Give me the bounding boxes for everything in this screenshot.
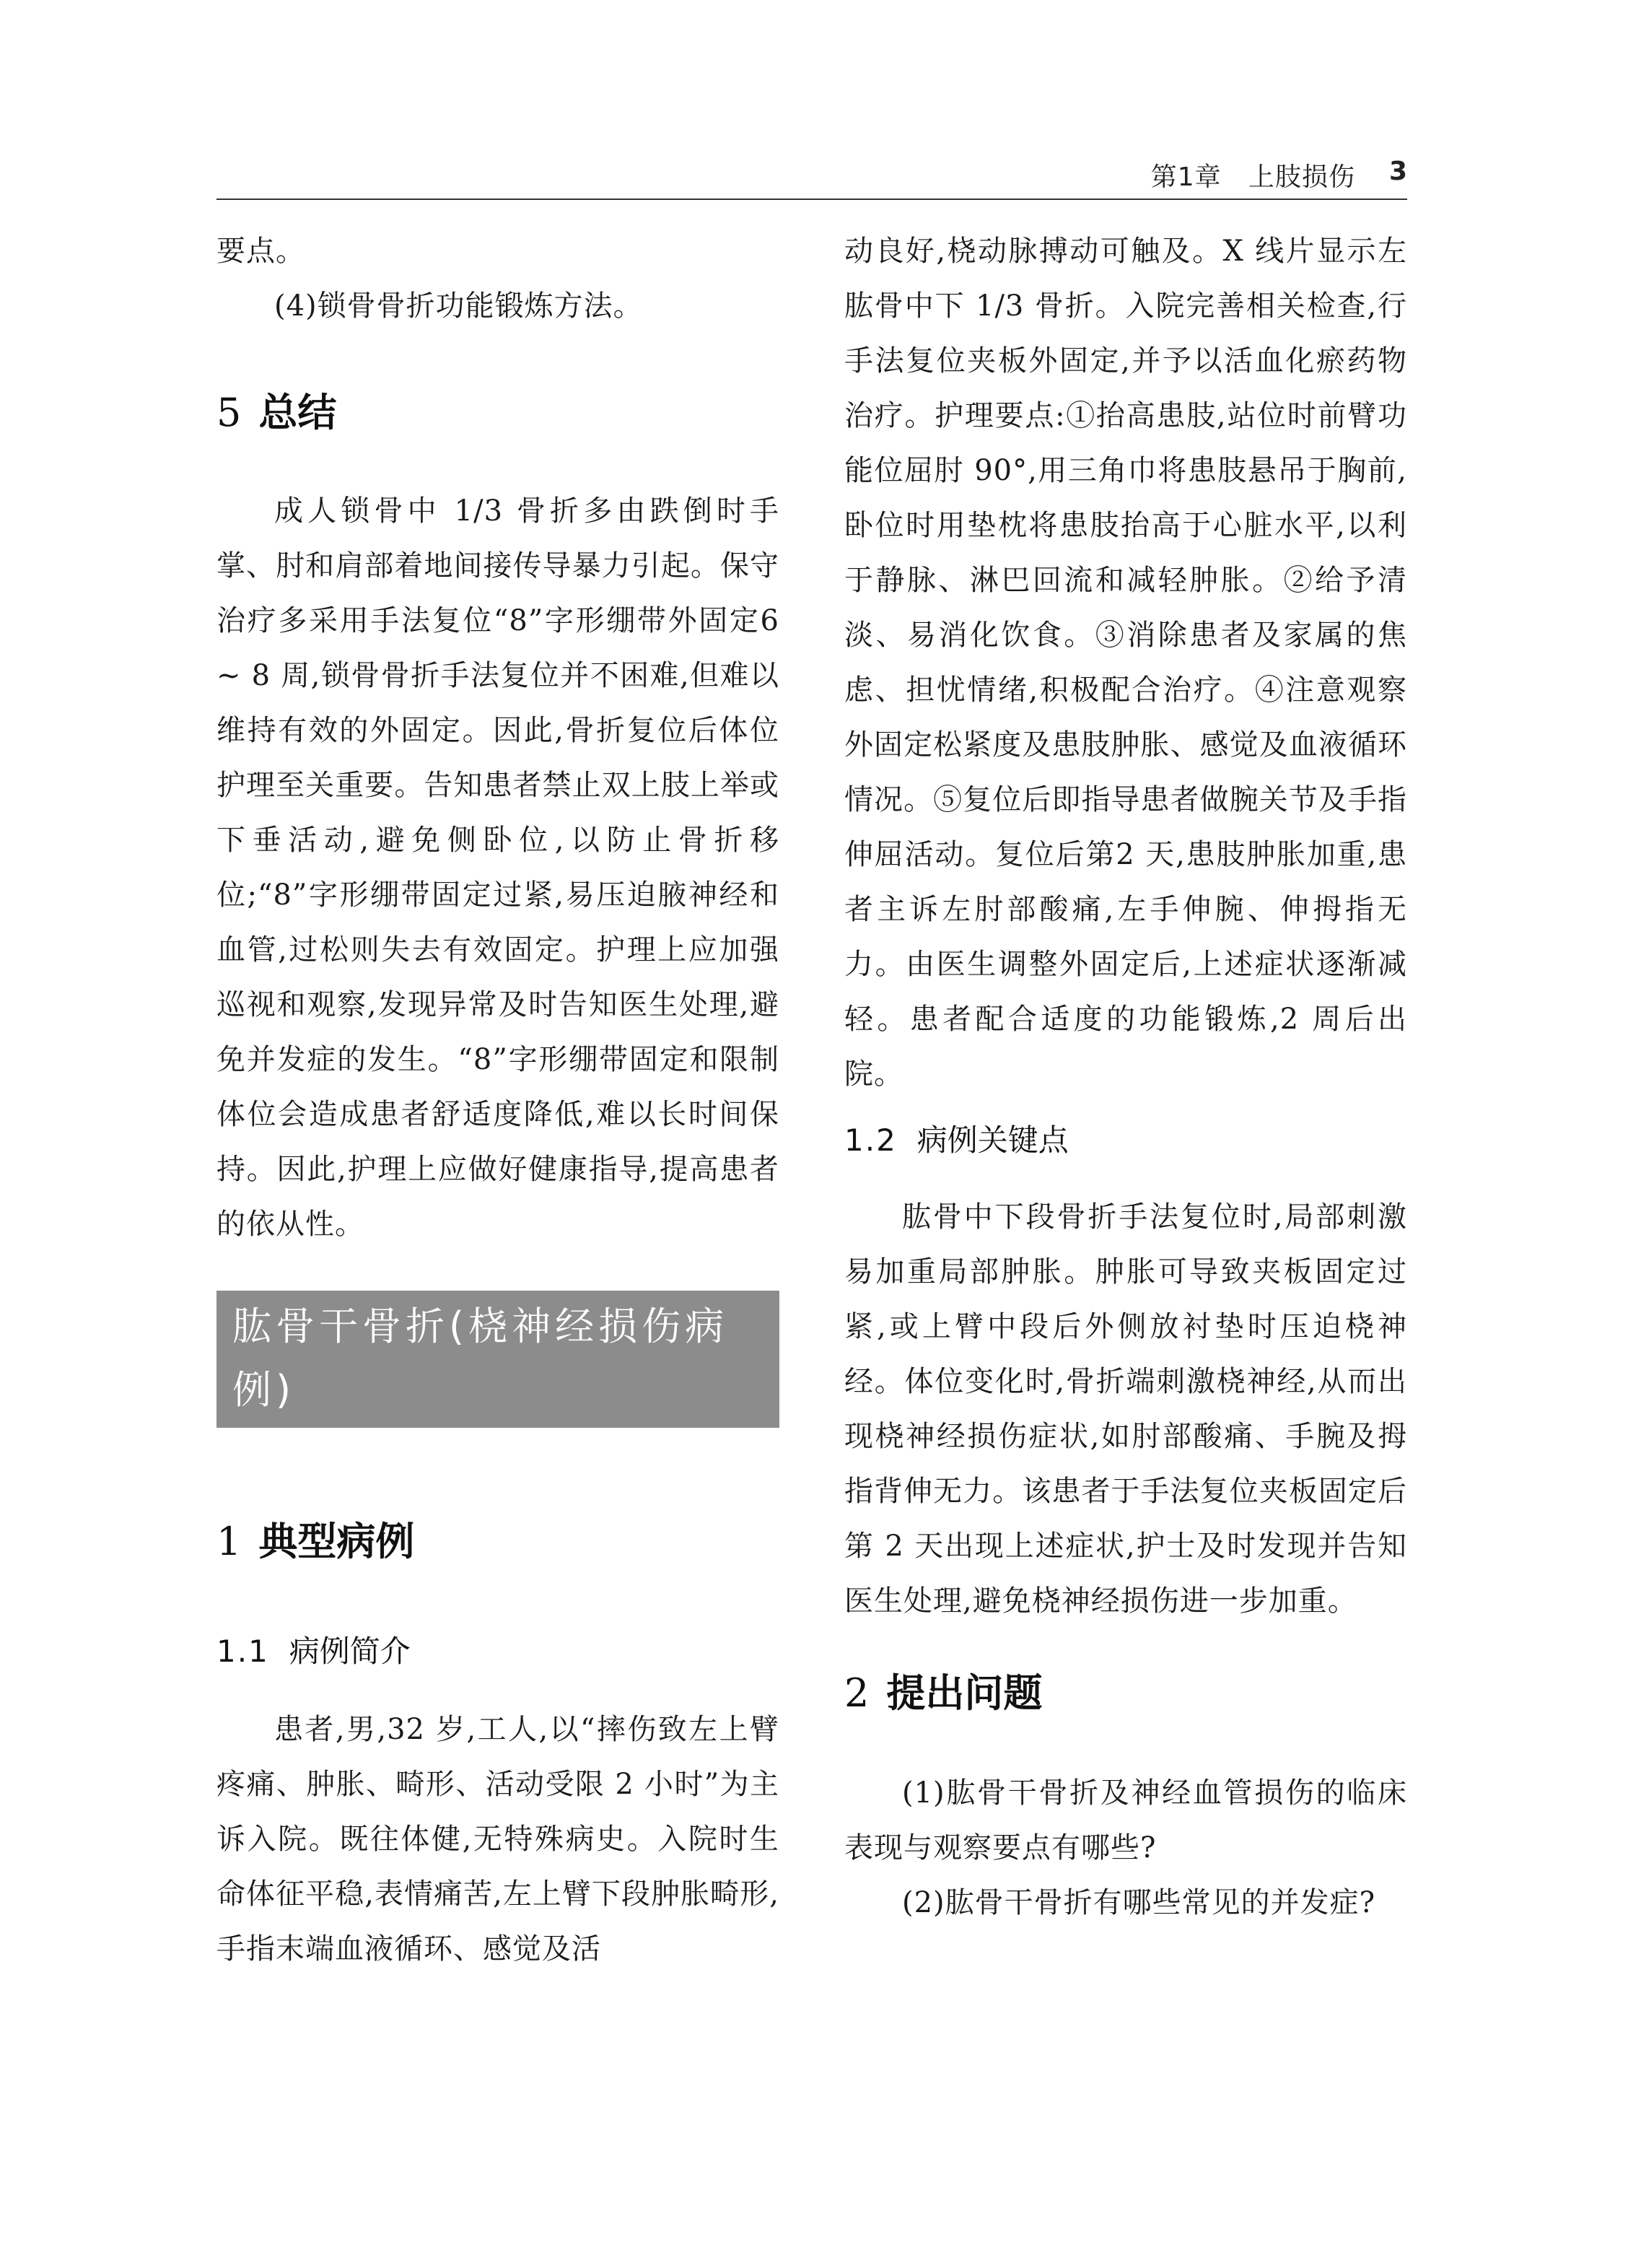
key-points-paragraph: 肱骨中下段骨折手法复位时,局部刺激易加重局部肿胀。肿胀可导致夹板固定过紧,或上臂中段后外侧放衬垫时压迫桡神经。体位变化时,骨折端刺激桡神经,从而出现桡神经损伤症状,如肘部酸痛、手腕及拇指背伸无力。该患者于手法复位夹板固定后第 2 天出现上述症状,护士及时发现并告知医生处理,避免桡神经损伤进一步加重。	[844, 1200, 1407, 1618]
question-1: (1)肱骨干骨折及神经血管损伤的临床表现与观察要点有哪些?	[844, 1776, 1407, 1864]
running-header	[216, 148, 1407, 200]
section-heading-questions	[844, 1665, 1407, 1722]
section-heading-summary	[216, 384, 779, 442]
chapter-number: 第1章	[1150, 162, 1222, 192]
continued-paragraph: 要点。	[216, 235, 305, 268]
chapter-title: 上肢损伤	[1248, 162, 1355, 192]
chapter-label	[1151, 157, 1355, 193]
summary-paragraph: 成人锁骨中 1/3 骨折多由跌倒时手掌、肘和肩部着地间接传导暴力引起。保守治疗多采用手法复位“8”字形绷带外固定6 ~ 8 周,锁骨骨折手法复位并不困难,但难以维持有效的外固定。因此,骨折复位后体位护理至关重要。告知患者禁止双上肢上举或下垂活动,避免侧卧位,以防止骨折移位;“8”字形绷带固定过紧,易压迫腋神经和血管,过松则失去有效固定。护理上应加强巡视和观察,发现异常及时告知医生处理,避免并发症的发生。“8”字形绷带固定和限制体位会造成患者舒适度降低,难以长时间保持。因此,护理上应做好健康指导,提高患者的依从性。	[216, 494, 779, 1241]
case-paragraph-start: 患者,男,32 岁,工人,以“摔伤致左上臂疼痛、肿胀、畸形、活动受限 2 小时”为主诉入院。既往体健,无特殊病史。入院时生命体征平稳,表情痛苦,左上臂下段肿胀畸形,手指末端血液循环、感觉及活	[216, 1713, 779, 1966]
page-number: 3	[1388, 157, 1407, 186]
section-title: 典型病例	[258, 1519, 415, 1564]
question-2: (2)肱骨干骨折有哪些常见的并发症?	[902, 1886, 1376, 1919]
right-column	[844, 224, 1407, 1930]
section-number: 1	[216, 1519, 242, 1564]
section-heading-typical-case	[216, 1513, 779, 1571]
subsection-title: 病例关键点	[916, 1122, 1069, 1158]
section-number: 2	[844, 1670, 870, 1716]
left-column	[216, 224, 779, 1976]
section-number: 5	[216, 390, 242, 435]
section-title: 总结	[258, 390, 337, 435]
subsection-number: 1.2	[844, 1122, 897, 1158]
case-paragraph-continued: 动良好,桡动脉搏动可触及。X 线片显示左肱骨中下 1/3 骨折。入院完善相关检查,行手法复位夹板外固定,并予以活血化瘀药物治疗。护理要点:①抬高患肢,站位时前臂功能位屈肘 90°,用三角巾将患肢悬吊于胸前,卧位时用垫枕将患肢抬高于心脏水平,以利于静脉、淋巴回流和减轻肿胀。②给予清淡、易消化饮食。③消除患者及家属的焦虑、担忧情绪,积极配合治疗。④注意观察外固定松紧度及患肢肿胀、感觉及血液循环情况。⑤复位后即指导患者做腕关节及手指伸屈活动。复位后第2 天,患肢肿胀加重,患者主诉左肘部酸痛,左手伸腕、伸拇指无力。由医生调整外固定后,上述症状逐渐减轻。患者配合适度的功能锻炼,2 周后出院。	[844, 235, 1407, 1091]
section-title: 提出问题	[886, 1670, 1043, 1716]
subsection-heading-key-points	[844, 1113, 1407, 1168]
subsection-number: 1.1	[216, 1634, 269, 1669]
subsection-title: 病例简介	[289, 1634, 411, 1669]
subsection-heading-case-intro	[216, 1624, 779, 1679]
case-banner: 肱骨干骨折(桡神经损伤病例)	[216, 1291, 779, 1428]
list-item-4: (4)锁骨骨折功能锻炼方法。	[274, 289, 643, 323]
